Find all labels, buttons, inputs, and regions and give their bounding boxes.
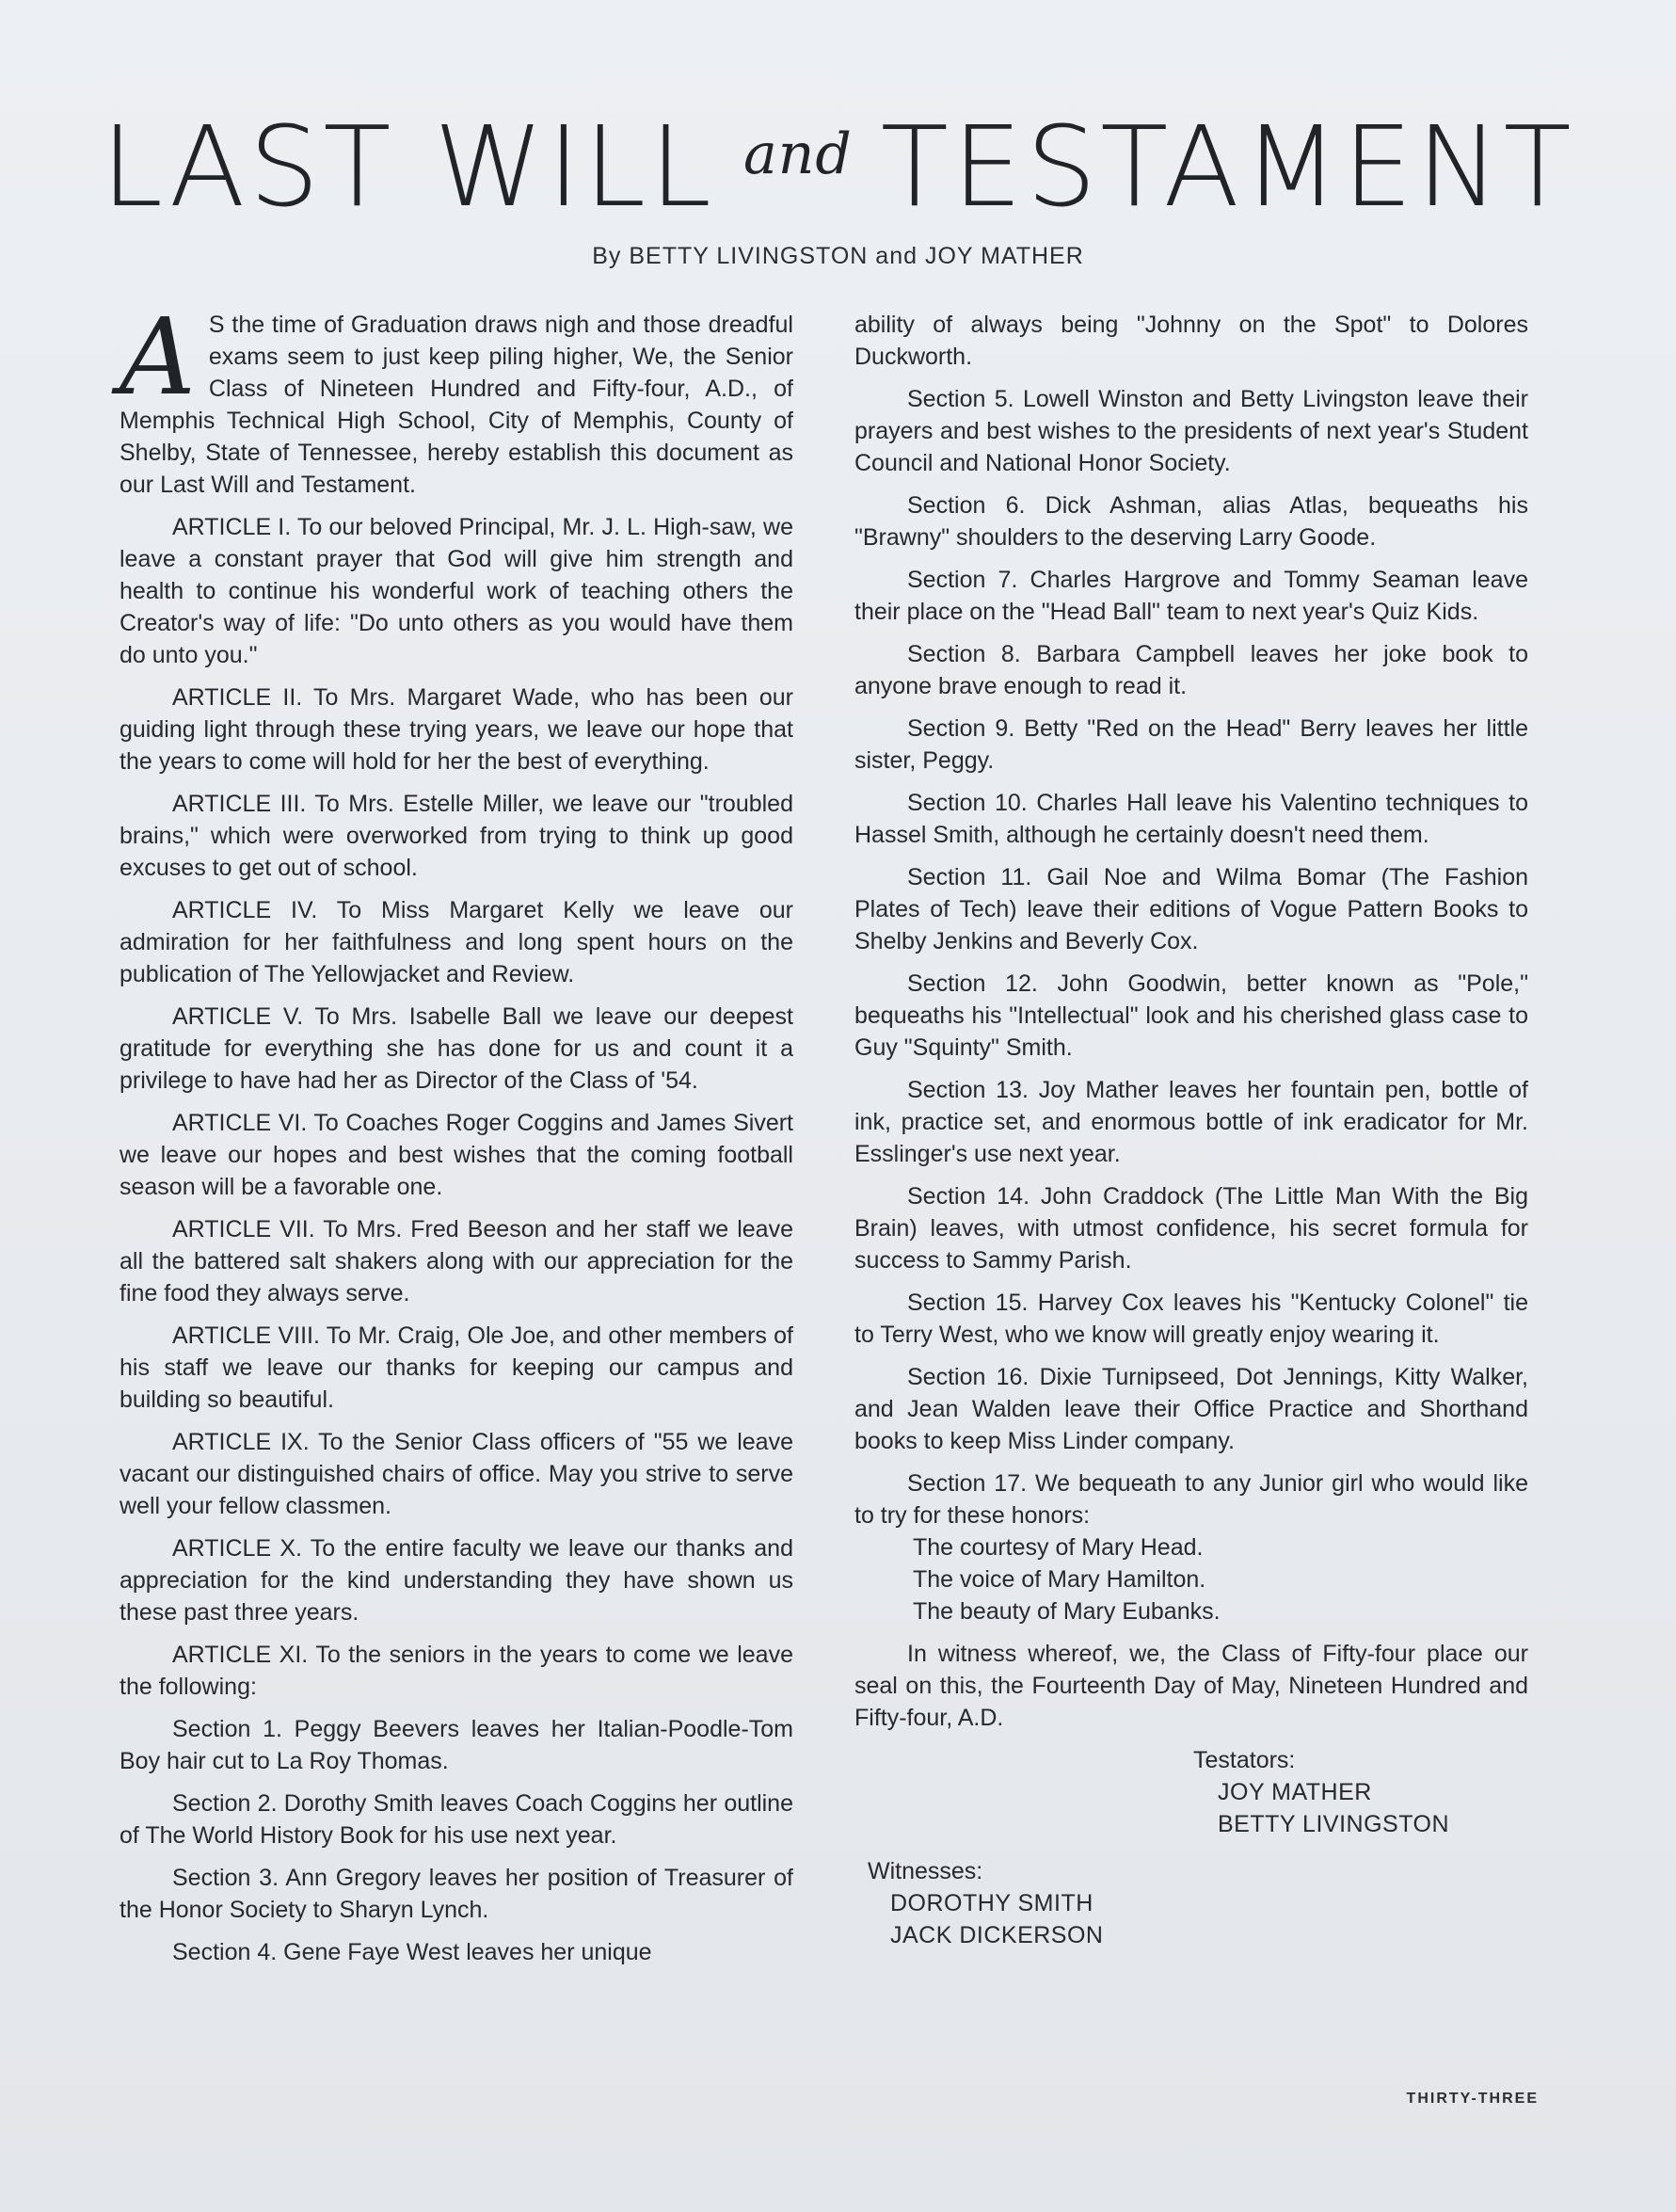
article-6: ARTICLE VI. To Coaches Roger Coggins and James Sivert we leave our hopes and best wishes that the coming football season will be a favorable one. (120, 1110, 793, 1200)
intro-paragraph (120, 297, 793, 501)
section-12: Section 12. John Goodwin, better known as "Pole," bequeaths his "Intellectual" look and his cherished glass case to Guy "Squinty" Smith. (854, 970, 1528, 1061)
intro-text: S the time of Graduation draws nigh and those dreadful exams seem to just keep piling higher, We, the Senior Class of Nineteen Hundred and Fifty-four, A.D., of Memphis Technical High School, City of Memphis, County of Shelby, State of Tennessee, hereby establish this document as our Last Will and Testament. (120, 312, 793, 498)
honor-item: The beauty of Mary Eubanks. (913, 1598, 1221, 1625)
article-2: ARTICLE II. To Mrs. Margaret Wade, who has been our guiding light through these trying years, we leave our hope that the years to come will hold for her the best of everything. (120, 684, 793, 775)
testator-name: JOY MATHER (1218, 1779, 1372, 1805)
section-8: Section 8. Barbara Campbell leaves her joke book to anyone brave enough to read it. (854, 641, 1528, 699)
section-13: Section 13. Joy Mather leaves her fountain pen, bottle of ink, practice set, and enormous bottle of ink eradicator for Mr. Esslinger's use next year. (854, 1077, 1528, 1167)
section-3: Section 3. Ann Gregory leaves her position of Treasurer of the Honor Society to Sharyn Lynch. (120, 1865, 793, 1923)
section-1: Section 1. Peggy Beevers leaves her Italian-Poodle-Tom Boy hair cut to La Roy Thomas. (120, 1716, 793, 1774)
section-15: Section 15. Harvey Cox leaves his "Kentucky Colonel" tie to Terry West, who we know will greatly enjoy wearing it. (854, 1290, 1528, 1348)
witness-name: DOROTHY SMITH (890, 1890, 1093, 1916)
article-10: ARTICLE X. To the entire faculty we leave our thanks and appreciation for the kind understanding they have shown us these past three years. (120, 1535, 793, 1626)
section-16: Section 16. Dixie Turnipseed, Dot Jennings, Kitty Walker, and Jean Walden leave their Office Practice and Shorthand books to keep Miss Linder company. (854, 1364, 1528, 1454)
section-6: Section 6. Dick Ashman, alias Atlas, bequeaths his "Brawny" shoulders to the deserving Larry Goode. (854, 492, 1528, 551)
honor-item: The voice of Mary Hamilton. (913, 1566, 1206, 1593)
right-column (854, 309, 1528, 1951)
witness-name: JACK DICKERSON (890, 1922, 1104, 1948)
byline: By BETTY LIVINGSTON and JOY MATHER (592, 243, 1084, 269)
section-11: Section 11. Gail Noe and Wilma Bomar (The Fashion Plates of Tech) leave their editions of Vogue Pattern Books to Shelby Jenkins and Beverly Cox. (854, 864, 1528, 954)
section-4-start: Section 4. Gene Faye West leaves her unique (172, 1939, 652, 1965)
testator-name: BETTY LIVINGSTON (1218, 1811, 1450, 1837)
section-4-continuation: ability of always being "Johnny on the Spot" to Dolores Duckworth. (854, 312, 1528, 370)
article-4: ARTICLE IV. To Miss Margaret Kelly we leave our admiration for her faithfulness and long spent hours on the publication of The Yellowjacket and Review. (120, 897, 793, 987)
testators-label: Testators: (1193, 1747, 1296, 1773)
page-number: THIRTY-THREE (1406, 2091, 1539, 2107)
section-5: Section 5. Lowell Winston and Betty Livingston leave their prayers and best wishes to the presidents of next year's Student Council and National Honor Society. (854, 386, 1528, 476)
drop-cap: A (120, 297, 196, 419)
witnesses-label: Witnesses: (868, 1858, 983, 1884)
section-10: Section 10. Charles Hall leave his Valentino techniques to Hassel Smith, although he certainly doesn't need them. (854, 790, 1528, 848)
article-8: ARTICLE VIII. To Mr. Craig, Ole Joe, and other members of his staff we leave our thanks for keeping our campus and building so beautiful. (120, 1322, 793, 1413)
section-14: Section 14. John Craddock (The Little Man With the Big Brain) leaves, with utmost confidence, his secret formula for success to Sammy Parish. (854, 1183, 1528, 1274)
witness-clause: In witness whereof, we, the Class of Fifty-four place our seal on this, the Fourteenth Day of May, Nineteen Hundred and Fifty-four, A.D. (854, 1641, 1528, 1731)
page-title (0, 102, 1676, 232)
left-column (120, 297, 793, 1979)
article-11: ARTICLE XI. To the seniors in the years to come we leave the following: (120, 1642, 793, 1700)
article-7: ARTICLE VII. To Mrs. Fred Beeson and her staff we leave all the battered salt shakers along with our appreciation for the fine food they always serve. (120, 1216, 793, 1306)
title-part-1: LAST WILL (101, 102, 715, 232)
title-part-2: TESTAMENT (880, 102, 1575, 232)
section-17: Section 17. We bequeath to any Junior girl who would like to try for these honors: (854, 1470, 1528, 1529)
article-1: ARTICLE I. To our beloved Principal, Mr. J. L. High-saw, we leave a constant prayer that God will give him strength and health to continue his wonderful work of teaching others the Creator's way of life: "Do unto others as you would have them do unto you." (120, 514, 793, 668)
section-7: Section 7. Charles Hargrove and Tommy Seaman leave their place on the "Head Ball" team to next year's Quiz Kids. (854, 567, 1528, 625)
article-3: ARTICLE III. To Mrs. Estelle Miller, we leave our "troubled brains," which were overworked from trying to think up good excuses to get out of school. (120, 791, 793, 881)
section-2: Section 2. Dorothy Smith leaves Coach Coggins her outline of The World History Book for his use next year. (120, 1790, 793, 1849)
article-5: ARTICLE V. To Mrs. Isabelle Ball we leave our deepest gratitude for everything she has done for us and count it a privilege to have had her as Director of the Class of '54. (120, 1003, 793, 1094)
title-and: and (742, 121, 853, 187)
section-9: Section 9. Betty "Red on the Head" Berry leaves her little sister, Peggy. (854, 715, 1528, 774)
article-9: ARTICLE IX. To the Senior Class officers of "55 we leave vacant our distinguished chairs of office. May you strive to serve well your fellow classmen. (120, 1429, 793, 1519)
honor-item: The courtesy of Mary Head. (913, 1534, 1204, 1561)
